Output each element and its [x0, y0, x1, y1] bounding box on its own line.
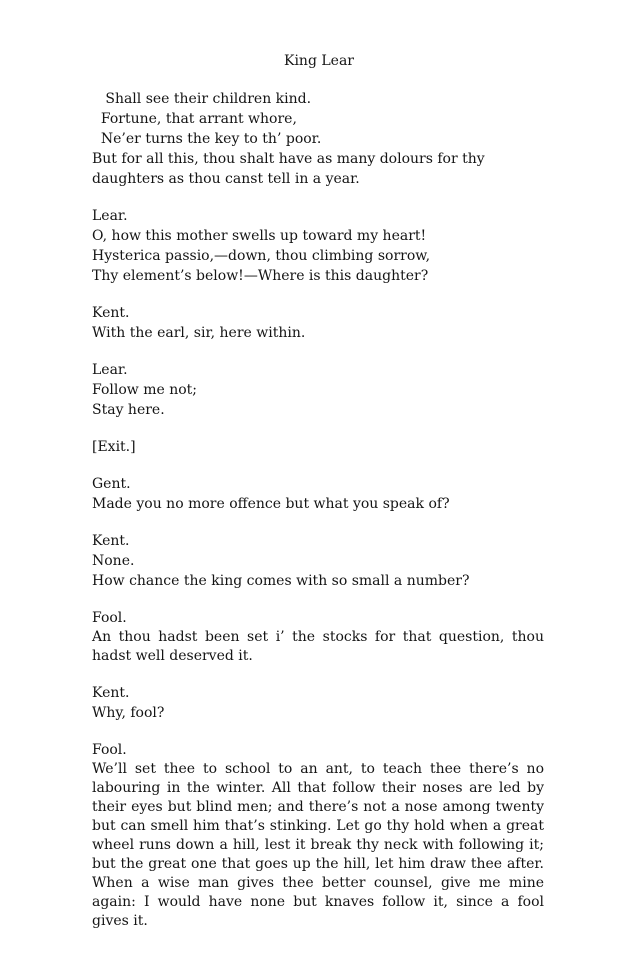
speech-line: Made you no more offence but what you speak of? [92, 496, 450, 512]
speech-gent-1 [92, 474, 544, 514]
speech-paragraph: We’ll set thee to school to an ant, to teach thee there’s no labouring in the winter. All that follow their noses are led by their eyes but blind men; and there’s not a nose among twenty but can smell him that’s stinking. Let go thy hold when a great wheel runs down a hill, lest it break thy neck with following it; but the great one that goes up the hill, let him draw thee after. When a wise man gives thee better counsel, give me mine again: I would have none but knaves follow it, since a fool gives it. [92, 761, 544, 929]
speech-line: Follow me not; [92, 382, 197, 398]
speech-line: O, how this mother swells up toward my heart! [92, 228, 427, 244]
prose-line: But for all this, thou shalt have as many dolours for thy [92, 151, 485, 167]
stage-direction: [Exit.] [92, 439, 136, 455]
speech-fool-2 [92, 740, 544, 931]
running-head: King Lear [284, 53, 354, 69]
opening-verse [92, 89, 544, 149]
speech-lear-2 [92, 360, 544, 420]
speech-line: Hysterica passio,—down, thou climbing sorrow, [92, 248, 431, 264]
speaker-name: Fool. [92, 742, 127, 758]
speaker-name: Gent. [92, 476, 131, 492]
speech-paragraph: An thou hadst been set i’ the stocks for that question, thou hadst well deserved it. [92, 629, 544, 664]
stage-direction-exit [92, 437, 544, 457]
speaker-name: Lear. [92, 362, 128, 378]
speech-line: Why, fool? [92, 705, 165, 721]
speech-fool-1 [92, 608, 544, 666]
speech-line: Stay here. [92, 402, 165, 418]
speech-kent-1 [92, 303, 544, 343]
speaker-name: Kent. [92, 533, 130, 549]
opening-prose [92, 149, 544, 189]
verse-line: Shall see their children kind. [92, 91, 312, 107]
prose-line: daughters as thou canst tell in a year. [92, 171, 360, 187]
speech-kent-2 [92, 531, 544, 591]
speaker-name: Lear. [92, 208, 128, 224]
verse-line: Ne’er turns the key to th’ poor. [92, 131, 322, 147]
speech-kent-3 [92, 683, 544, 723]
play-text [92, 89, 544, 931]
speech-line: None. [92, 553, 135, 569]
speech-line: How chance the king comes with so small a number? [92, 573, 470, 589]
speech-lear-1 [92, 206, 544, 286]
speaker-name: Fool. [92, 610, 127, 626]
speech-line: Thy element’s below!—Where is this daughter? [92, 268, 429, 284]
speaker-name: Kent. [92, 305, 130, 321]
verse-line: Fortune, that arrant whore, [92, 111, 297, 127]
speech-line: With the earl, sir, here within. [92, 325, 306, 341]
speaker-name: Kent. [92, 685, 130, 701]
